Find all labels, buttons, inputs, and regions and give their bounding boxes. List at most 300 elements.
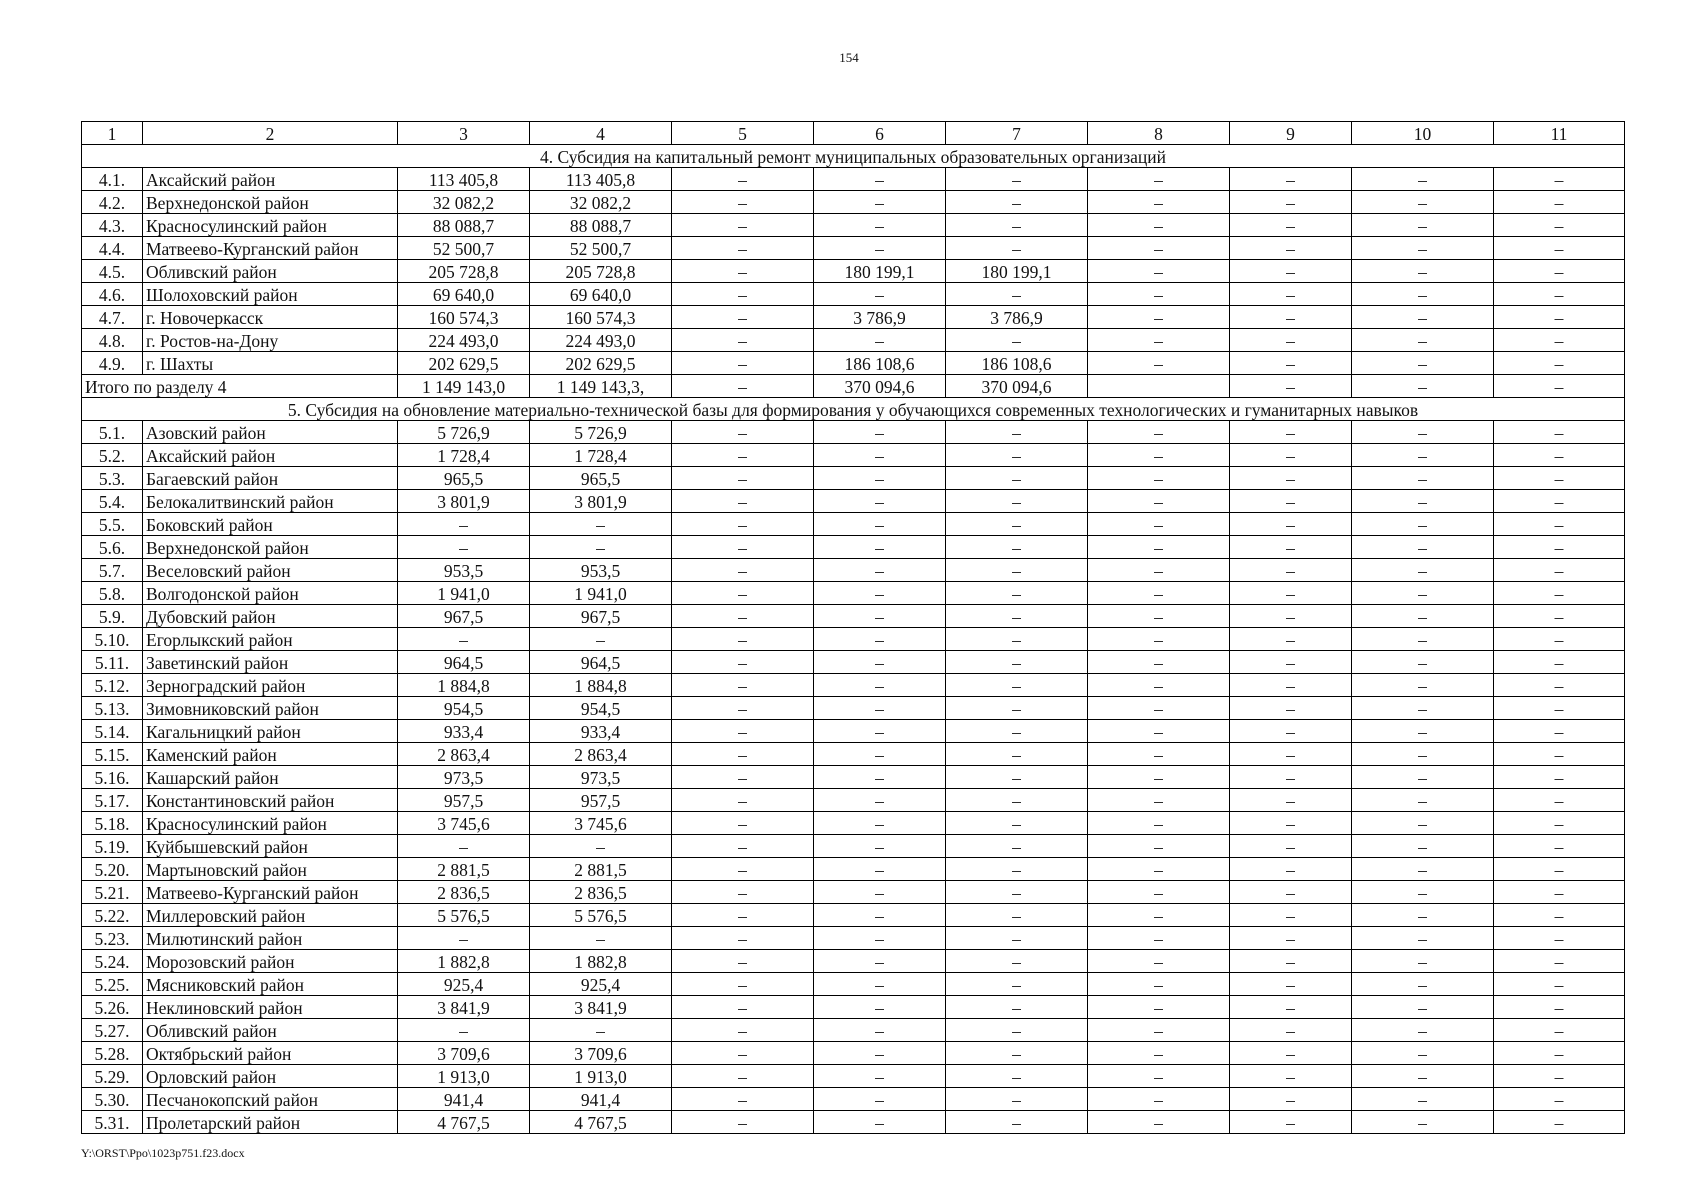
value-cell-c8: – <box>1088 697 1230 720</box>
total-cell-c3: 1 149 143,0 <box>398 375 530 398</box>
row-number: 5.26. <box>82 996 143 1019</box>
value-cell-c5: – <box>672 306 814 329</box>
header-row <box>82 122 1625 145</box>
district-name: Багаевский район <box>143 467 398 490</box>
value-cell-c11: – <box>1494 306 1625 329</box>
value-cell-c8: – <box>1088 835 1230 858</box>
total-label: Итого по разделу 4 <box>82 375 398 398</box>
value-cell-c6: – <box>814 628 946 651</box>
value-cell-c5: – <box>672 1088 814 1111</box>
value-cell-c10: – <box>1352 1065 1494 1088</box>
page-number: 154 <box>839 50 859 65</box>
row-number: 5.7. <box>82 559 143 582</box>
value-cell-c6: – <box>814 1088 946 1111</box>
value-cell-c10: – <box>1352 237 1494 260</box>
table-row <box>82 628 1625 651</box>
value-cell-c11: – <box>1494 260 1625 283</box>
value-cell-c7: – <box>946 881 1088 904</box>
value-cell-c8: – <box>1088 352 1230 375</box>
value-cell-c10: – <box>1352 467 1494 490</box>
table-row <box>82 697 1625 720</box>
district-name: Мясниковский район <box>143 973 398 996</box>
value-cell-c6: – <box>814 881 946 904</box>
value-cell-c6: 186 108,6 <box>814 352 946 375</box>
value-cell-c11: – <box>1494 513 1625 536</box>
value-cell-c8: – <box>1088 789 1230 812</box>
district-name: Егорлыкский район <box>143 628 398 651</box>
value-cell-c5: – <box>672 283 814 306</box>
value-cell-c6: – <box>814 720 946 743</box>
value-cell-c11: – <box>1494 674 1625 697</box>
table-row <box>82 1019 1625 1042</box>
value-cell-c8: – <box>1088 973 1230 996</box>
value-cell-c11: – <box>1494 605 1625 628</box>
value-cell-c6: – <box>814 766 946 789</box>
value-cell-c9: – <box>1230 697 1352 720</box>
value-cell-c8: – <box>1088 1088 1230 1111</box>
value-cell-c5: – <box>672 536 814 559</box>
row-number: 5.4. <box>82 490 143 513</box>
district-name: Матвеево-Курганский район <box>143 881 398 904</box>
value-cell-c7: – <box>946 996 1088 1019</box>
value-cell-c9: – <box>1230 421 1352 444</box>
value-cell-c10: – <box>1352 582 1494 605</box>
value-cell-c7: – <box>946 1042 1088 1065</box>
value-cell-c9: – <box>1230 467 1352 490</box>
value-cell-c8: – <box>1088 628 1230 651</box>
district-name: Орловский район <box>143 1065 398 1088</box>
table-row <box>82 605 1625 628</box>
value-cell-c5: – <box>672 1042 814 1065</box>
row-number: 5.3. <box>82 467 143 490</box>
value-cell-c5: – <box>672 743 814 766</box>
column-header: 1 <box>82 122 143 145</box>
value-cell-c3: 202 629,5 <box>398 352 530 375</box>
value-cell-c9: – <box>1230 237 1352 260</box>
row-number: 5.13. <box>82 697 143 720</box>
value-cell-c3: 5 576,5 <box>398 904 530 927</box>
value-cell-c10: – <box>1352 766 1494 789</box>
value-cell-c5: – <box>672 1019 814 1042</box>
value-cell-c4: 2 881,5 <box>530 858 672 881</box>
table-row <box>82 260 1625 283</box>
value-cell-c7: – <box>946 973 1088 996</box>
value-cell-c7: – <box>946 490 1088 513</box>
value-cell-c10: – <box>1352 283 1494 306</box>
total-cell-c4: 1 149 143,3, <box>530 375 672 398</box>
district-name: Обливский район <box>143 1019 398 1042</box>
district-name: г. Шахты <box>143 352 398 375</box>
total-cell-c7: 370 094,6 <box>946 375 1088 398</box>
value-cell-c7: – <box>946 329 1088 352</box>
value-cell-c9: – <box>1230 582 1352 605</box>
value-cell-c4: 925,4 <box>530 973 672 996</box>
value-cell-c9: – <box>1230 1088 1352 1111</box>
value-cell-c9: – <box>1230 1065 1352 1088</box>
value-cell-c11: – <box>1494 651 1625 674</box>
district-name: Пролетарский район <box>143 1111 398 1134</box>
row-number: 5.1. <box>82 421 143 444</box>
table-row <box>82 214 1625 237</box>
value-cell-c10: – <box>1352 697 1494 720</box>
value-cell-c3: – <box>398 536 530 559</box>
value-cell-c3: 69 640,0 <box>398 283 530 306</box>
value-cell-c11: – <box>1494 1019 1625 1042</box>
value-cell-c9: – <box>1230 306 1352 329</box>
value-cell-c8: – <box>1088 444 1230 467</box>
value-cell-c10: – <box>1352 674 1494 697</box>
value-cell-c10: – <box>1352 352 1494 375</box>
value-cell-c6: – <box>814 1111 946 1134</box>
row-number: 5.20. <box>82 858 143 881</box>
value-cell-c4: 88 088,7 <box>530 214 672 237</box>
value-cell-c5: – <box>672 904 814 927</box>
table-row <box>82 720 1625 743</box>
district-name: Матвеево-Курганский район <box>143 237 398 260</box>
district-name: Мартыновский район <box>143 858 398 881</box>
value-cell-c7: – <box>946 720 1088 743</box>
table-row <box>82 904 1625 927</box>
value-cell-c10: – <box>1352 260 1494 283</box>
value-cell-c6: – <box>814 996 946 1019</box>
value-cell-c6: – <box>814 168 946 191</box>
district-name: Зимовниковский район <box>143 697 398 720</box>
value-cell-c9: – <box>1230 329 1352 352</box>
value-cell-c7: – <box>946 697 1088 720</box>
table-row <box>82 306 1625 329</box>
total-cell-c5: – <box>672 375 814 398</box>
table-row <box>82 168 1625 191</box>
value-cell-c7: – <box>946 444 1088 467</box>
table-row <box>82 1088 1625 1111</box>
value-cell-c9: – <box>1230 559 1352 582</box>
value-cell-c8: – <box>1088 467 1230 490</box>
value-cell-c11: – <box>1494 559 1625 582</box>
value-cell-c8: – <box>1088 927 1230 950</box>
value-cell-c10: – <box>1352 927 1494 950</box>
column-header: 5 <box>672 122 814 145</box>
value-cell-c7: – <box>946 1088 1088 1111</box>
value-cell-c4: – <box>530 628 672 651</box>
value-cell-c4: 1 941,0 <box>530 582 672 605</box>
value-cell-c4: – <box>530 1019 672 1042</box>
value-cell-c9: – <box>1230 927 1352 950</box>
section-title-row <box>82 398 1625 421</box>
value-cell-c7: – <box>946 628 1088 651</box>
value-cell-c6: – <box>814 674 946 697</box>
district-name: Неклиновский район <box>143 996 398 1019</box>
value-cell-c9: – <box>1230 260 1352 283</box>
value-cell-c6: – <box>814 1019 946 1042</box>
value-cell-c8: – <box>1088 490 1230 513</box>
value-cell-c9: – <box>1230 214 1352 237</box>
value-cell-c5: – <box>672 352 814 375</box>
district-name: Октябрьский район <box>143 1042 398 1065</box>
value-cell-c11: – <box>1494 858 1625 881</box>
value-cell-c11: – <box>1494 582 1625 605</box>
value-cell-c5: – <box>672 674 814 697</box>
column-header: 7 <box>946 122 1088 145</box>
value-cell-c8: – <box>1088 904 1230 927</box>
value-cell-c7: – <box>946 766 1088 789</box>
value-cell-c11: – <box>1494 743 1625 766</box>
row-number: 5.8. <box>82 582 143 605</box>
row-number: 4.4. <box>82 237 143 260</box>
value-cell-c11: – <box>1494 720 1625 743</box>
row-number: 4.8. <box>82 329 143 352</box>
value-cell-c9: – <box>1230 674 1352 697</box>
value-cell-c8: – <box>1088 1065 1230 1088</box>
value-cell-c4: 973,5 <box>530 766 672 789</box>
column-header: 11 <box>1494 122 1625 145</box>
row-number: 4.1. <box>82 168 143 191</box>
value-cell-c3: 88 088,7 <box>398 214 530 237</box>
value-cell-c5: – <box>672 789 814 812</box>
value-cell-c9: – <box>1230 743 1352 766</box>
row-number: 5.14. <box>82 720 143 743</box>
value-cell-c6: 180 199,1 <box>814 260 946 283</box>
value-cell-c4: 941,4 <box>530 1088 672 1111</box>
table-row <box>82 996 1625 1019</box>
value-cell-c9: – <box>1230 283 1352 306</box>
section-title: 4. Субсидия на капитальный ремонт муниципальных образовательных организаций <box>82 145 1625 168</box>
table-row <box>82 766 1625 789</box>
value-cell-c7: – <box>946 1111 1088 1134</box>
value-cell-c5: – <box>672 858 814 881</box>
value-cell-c10: – <box>1352 306 1494 329</box>
table-row <box>82 352 1625 375</box>
value-cell-c10: – <box>1352 1042 1494 1065</box>
value-cell-c5: – <box>672 835 814 858</box>
value-cell-c7: – <box>946 605 1088 628</box>
value-cell-c8: – <box>1088 260 1230 283</box>
value-cell-c10: – <box>1352 513 1494 536</box>
row-number: 5.27. <box>82 1019 143 1042</box>
value-cell-c3: 224 493,0 <box>398 329 530 352</box>
value-cell-c6: – <box>814 444 946 467</box>
value-cell-c11: – <box>1494 467 1625 490</box>
table-row <box>82 789 1625 812</box>
district-name: Кагальницкий район <box>143 720 398 743</box>
value-cell-c3: 973,5 <box>398 766 530 789</box>
value-cell-c5: – <box>672 605 814 628</box>
table-row <box>82 536 1625 559</box>
row-number: 5.19. <box>82 835 143 858</box>
district-name: Красносулинский район <box>143 812 398 835</box>
value-cell-c7: – <box>946 1065 1088 1088</box>
value-cell-c11: – <box>1494 536 1625 559</box>
value-cell-c7: – <box>946 168 1088 191</box>
value-cell-c5: – <box>672 766 814 789</box>
value-cell-c7: – <box>946 812 1088 835</box>
value-cell-c3: 5 726,9 <box>398 421 530 444</box>
table-row <box>82 444 1625 467</box>
total-cell-c9: – <box>1230 375 1352 398</box>
table-row <box>82 237 1625 260</box>
value-cell-c8: – <box>1088 283 1230 306</box>
value-cell-c3: 52 500,7 <box>398 237 530 260</box>
value-cell-c6: – <box>814 812 946 835</box>
value-cell-c10: – <box>1352 1019 1494 1042</box>
value-cell-c10: – <box>1352 329 1494 352</box>
footer-file-path: Y:\ORST\Ppo\1023p751.f23.docx <box>81 1146 245 1160</box>
value-cell-c4: 1 882,8 <box>530 950 672 973</box>
table-row <box>82 651 1625 674</box>
value-cell-c4: 52 500,7 <box>530 237 672 260</box>
value-cell-c5: – <box>672 1065 814 1088</box>
value-cell-c5: – <box>672 628 814 651</box>
value-cell-c7: – <box>946 191 1088 214</box>
value-cell-c5: – <box>672 973 814 996</box>
district-name: Азовский район <box>143 421 398 444</box>
value-cell-c9: – <box>1230 835 1352 858</box>
value-cell-c9: – <box>1230 168 1352 191</box>
value-cell-c3: 2 863,4 <box>398 743 530 766</box>
value-cell-c10: – <box>1352 628 1494 651</box>
row-number: 5.15. <box>82 743 143 766</box>
value-cell-c4: 160 574,3 <box>530 306 672 329</box>
value-cell-c5: – <box>672 927 814 950</box>
value-cell-c9: – <box>1230 651 1352 674</box>
value-cell-c8: – <box>1088 168 1230 191</box>
row-number: 5.18. <box>82 812 143 835</box>
value-cell-c8: – <box>1088 858 1230 881</box>
value-cell-c3: 953,5 <box>398 559 530 582</box>
value-cell-c11: – <box>1494 1065 1625 1088</box>
column-header: 2 <box>143 122 398 145</box>
value-cell-c11: – <box>1494 329 1625 352</box>
value-cell-c6: – <box>814 858 946 881</box>
value-cell-c6: – <box>814 973 946 996</box>
value-cell-c11: – <box>1494 766 1625 789</box>
row-number: 4.9. <box>82 352 143 375</box>
column-header: 4 <box>530 122 672 145</box>
table-row <box>82 329 1625 352</box>
value-cell-c5: – <box>672 881 814 904</box>
value-cell-c3: 965,5 <box>398 467 530 490</box>
value-cell-c5: – <box>672 1111 814 1134</box>
value-cell-c9: – <box>1230 536 1352 559</box>
value-cell-c5: – <box>672 582 814 605</box>
table-row <box>82 858 1625 881</box>
value-cell-c5: – <box>672 812 814 835</box>
row-number: 5.9. <box>82 605 143 628</box>
value-cell-c11: – <box>1494 237 1625 260</box>
value-cell-c5: – <box>672 260 814 283</box>
table-row <box>82 283 1625 306</box>
value-cell-c10: – <box>1352 904 1494 927</box>
value-cell-c10: – <box>1352 996 1494 1019</box>
value-cell-c7: – <box>946 904 1088 927</box>
value-cell-c9: – <box>1230 858 1352 881</box>
row-number: 5.31. <box>82 1111 143 1134</box>
row-number: 5.16. <box>82 766 143 789</box>
row-number: 5.24. <box>82 950 143 973</box>
value-cell-c6: – <box>814 743 946 766</box>
district-name: Аксайский район <box>143 444 398 467</box>
value-cell-c6: – <box>814 1042 946 1065</box>
value-cell-c3: – <box>398 1019 530 1042</box>
value-cell-c3: 113 405,8 <box>398 168 530 191</box>
value-cell-c4: 3 841,9 <box>530 996 672 1019</box>
value-cell-c6: – <box>814 835 946 858</box>
value-cell-c9: – <box>1230 1111 1352 1134</box>
value-cell-c5: – <box>672 996 814 1019</box>
table-row <box>82 582 1625 605</box>
value-cell-c10: – <box>1352 1088 1494 1111</box>
table-row <box>82 191 1625 214</box>
value-cell-c4: 224 493,0 <box>530 329 672 352</box>
table-row <box>82 674 1625 697</box>
value-cell-c8: – <box>1088 513 1230 536</box>
value-cell-c4: 3 745,6 <box>530 812 672 835</box>
value-cell-c4: 3 801,9 <box>530 490 672 513</box>
value-cell-c10: – <box>1352 835 1494 858</box>
row-number: 5.22. <box>82 904 143 927</box>
value-cell-c5: – <box>672 168 814 191</box>
value-cell-c10: – <box>1352 559 1494 582</box>
value-cell-c6: – <box>814 191 946 214</box>
value-cell-c10: – <box>1352 214 1494 237</box>
section-title: 5. Субсидия на обновление материально-технической базы для формирования у обучающихся современных технологических и гуманитарных навыков <box>82 398 1625 421</box>
value-cell-c10: – <box>1352 490 1494 513</box>
value-cell-c4: 965,5 <box>530 467 672 490</box>
value-cell-c11: – <box>1494 950 1625 973</box>
value-cell-c9: – <box>1230 881 1352 904</box>
value-cell-c10: – <box>1352 191 1494 214</box>
value-cell-c5: – <box>672 513 814 536</box>
value-cell-c3: 964,5 <box>398 651 530 674</box>
value-cell-c3: 4 767,5 <box>398 1111 530 1134</box>
value-cell-c9: – <box>1230 720 1352 743</box>
district-name: Веселовский район <box>143 559 398 582</box>
value-cell-c7: – <box>946 467 1088 490</box>
row-number: 4.3. <box>82 214 143 237</box>
value-cell-c7: – <box>946 743 1088 766</box>
value-cell-c6: – <box>814 237 946 260</box>
value-cell-c3: 1 882,8 <box>398 950 530 973</box>
value-cell-c11: – <box>1494 927 1625 950</box>
table-row <box>82 812 1625 835</box>
row-number: 5.10. <box>82 628 143 651</box>
row-number: 4.5. <box>82 260 143 283</box>
value-cell-c4: 1 913,0 <box>530 1065 672 1088</box>
value-cell-c11: – <box>1494 881 1625 904</box>
table-row <box>82 1111 1625 1134</box>
value-cell-c4: 4 767,5 <box>530 1111 672 1134</box>
value-cell-c9: – <box>1230 996 1352 1019</box>
value-cell-c4: 5 726,9 <box>530 421 672 444</box>
value-cell-c5: – <box>672 214 814 237</box>
value-cell-c6: – <box>814 329 946 352</box>
value-cell-c9: – <box>1230 605 1352 628</box>
value-cell-c7: 3 786,9 <box>946 306 1088 329</box>
value-cell-c6: – <box>814 1065 946 1088</box>
value-cell-c4: 967,5 <box>530 605 672 628</box>
value-cell-c11: – <box>1494 1088 1625 1111</box>
value-cell-c10: – <box>1352 168 1494 191</box>
value-cell-c6: – <box>814 536 946 559</box>
value-cell-c10: – <box>1352 536 1494 559</box>
value-cell-c3: – <box>398 927 530 950</box>
section-title-row <box>82 145 1625 168</box>
value-cell-c11: – <box>1494 191 1625 214</box>
table-row <box>82 927 1625 950</box>
value-cell-c8: – <box>1088 950 1230 973</box>
value-cell-c11: – <box>1494 1042 1625 1065</box>
value-cell-c7: – <box>946 1019 1088 1042</box>
value-cell-c4: 2 863,4 <box>530 743 672 766</box>
